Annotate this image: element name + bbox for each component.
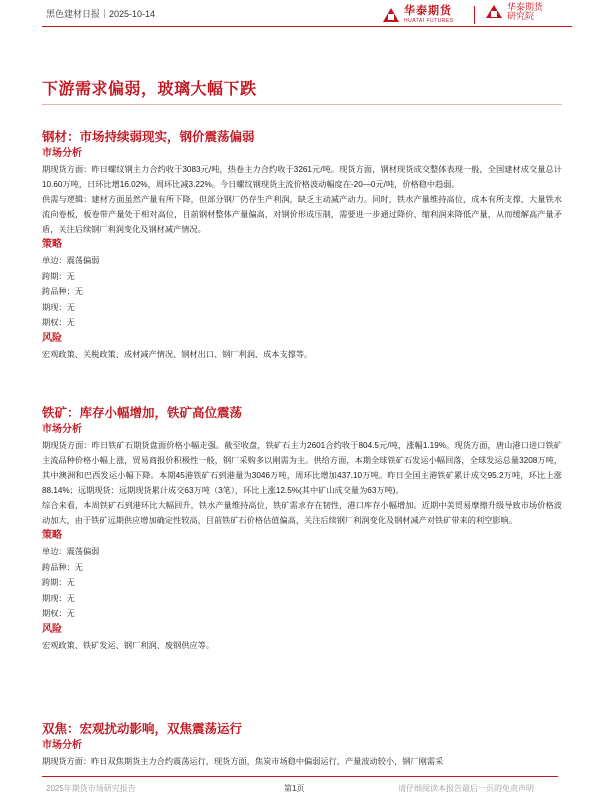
strategy-item: 单边：震荡偏弱: [42, 547, 100, 556]
page-title: 下游需求偏弱，玻璃大幅下跌: [42, 81, 257, 98]
research-logo-icon: [484, 2, 504, 22]
strategy-label: 策略: [42, 530, 62, 541]
market-analysis-label: 市场分析: [42, 740, 82, 751]
section-coke: [42, 720, 562, 770]
page-number: 第1页: [284, 784, 305, 793]
logo-en-text: HUATAI FUTURES: [404, 18, 454, 24]
market-paragraph: 期现货方面：昨日铁矿石期货盘面价格小幅走强。截至收盘，铁矿石主力2601合约收于804.5元/吨，涨幅1.19%。现货方面，唐山港口进口铁矿主流品种价格小幅上涨，贸易商报价积极性一般，钢厂采购多以刚需为主。供给方面，本期全球铁矿石发运小幅回落，全球发运总量3208万吨，其中澳洲和巴西发运小幅下降。本期45港铁矿石到港量为3046万吨，周环比增加437.10万吨。昨日全国主港铁矿累计成交95.2万吨，环比上涨88.14%；远期现货：远期现货累计成交63万吨（3笔），环比上涨12.5%(其中矿山成交量为63万吨)。: [42, 441, 562, 495]
section-title: 钢材：市场持续弱现实，钢价震荡偏弱: [42, 130, 255, 144]
market-analysis-label: 市场分析: [42, 424, 82, 435]
logo2-line2: 研究院: [507, 11, 535, 21]
header-rule: [42, 26, 572, 27]
strategy-item: 单边：震荡偏弱: [42, 256, 100, 265]
section-iron-ore: [42, 404, 562, 653]
doc-label: 黑色建材日报｜2025-10-14: [46, 9, 156, 19]
market-paragraph: 综合来看，本周铁矿石到港环比大幅回升，铁水产量维持高位，铁矿需求存在韧性，港口库存小幅增加。近期中美贸易摩擦升级导致市场价格波动加大，由于铁矿远期供应增加确定性较高，目前铁矿石价格估值偏高，关注后续钢厂利润变化及钢材减产对铁矿带来的利空影响。: [42, 501, 562, 525]
strategy-item: 期权：无: [42, 609, 75, 618]
strategy-label: 策略: [42, 239, 62, 250]
footer-report-name: 2025年期货市场研究报告: [46, 784, 136, 793]
strategy-item: 跨期：无: [42, 578, 75, 587]
strategy-item: 期权：无: [42, 318, 75, 327]
logo-cn-text: 华泰期货: [404, 5, 452, 17]
footer-rule: [42, 776, 558, 777]
market-paragraph: 期现货方面：昨日双焦期货主力合约震荡运行，现货方面，焦炭市场稳中偏弱运行，产量波动较小，钢厂刚需采: [42, 757, 444, 766]
risk-label: 风险: [42, 332, 62, 344]
page-footer: [0, 776, 600, 800]
research-institute-logo: [484, 2, 543, 22]
strategy-item: 期现：无: [42, 593, 75, 603]
risk-text: 宏观政策、铁矿发运、钢厂利润、废钢供应等。: [42, 640, 214, 650]
section-title: 铁矿：库存小幅增加，铁矿高位震荡: [42, 406, 243, 420]
strategy-item: 跨品种：无: [42, 287, 83, 296]
risk-label: 风险: [42, 623, 62, 635]
strategy-item: 期现：无: [42, 302, 75, 312]
strategy-item: 跨期：无: [42, 271, 75, 281]
market-paragraph: 供需与逻辑：建材方面虽然产量有所下降，但部分钢厂仍存生产利润，缺乏主动减产动力。同时，铁水产量维持高位，成本有所支撑，大量铁水流向卷板，板卷带产量处于相对高位，目前钢材整体产量偏高，对钢价形成压制，需要进一步通过降价、缩利润来降低产量，从而缓解高产量矛盾，关注后续钢厂利润变化及钢材减产情况。: [42, 195, 562, 234]
section-title: 双焦：宏观扰动影响，双焦震荡运行: [42, 722, 243, 736]
strategy-item: 跨品种：无: [42, 562, 83, 572]
market-analysis-label: 市场分析: [42, 148, 82, 159]
disclaimer-note: 请仔细阅读本报告最后一页的免责声明: [398, 784, 534, 793]
market-paragraph: 期现货方面：昨日螺纹钢主力合约收于3083元/吨，热卷主力合约收于3261元/吨。现货方面，钢材现货成交整体表现一般，全国建材成交量总计10.60万吨，日环比增16.02%，周环比减3.22%。今日螺纹钢现货主流价格波动幅度在-20—0元/吨，价格稳中趋弱。: [42, 165, 562, 189]
huatai-logo-icon: [382, 6, 400, 24]
logo2-line1: 华泰期货: [507, 1, 544, 12]
title-rule: [42, 104, 562, 105]
page-header: [0, 0, 600, 30]
section-steel: [42, 128, 562, 362]
header-separator: [474, 6, 475, 24]
risk-text: 宏观政策、关税政策、成材减产情况、钢材出口、钢厂利润、成本支撑等。: [42, 349, 313, 359]
huatai-futures-logo: [382, 4, 454, 26]
